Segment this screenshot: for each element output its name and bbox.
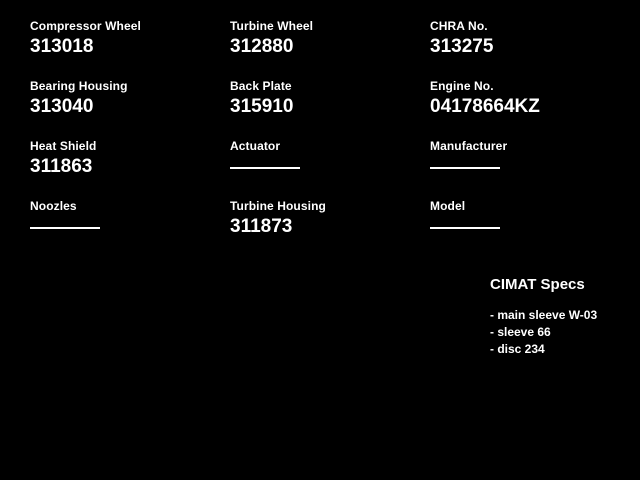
field-label: CHRA No. (430, 19, 488, 33)
field-value[interactable]: 313018 (30, 36, 94, 57)
field-value[interactable]: 313040 (30, 96, 94, 117)
field-blank-line[interactable] (430, 227, 500, 229)
field-value[interactable]: 311873 (230, 216, 293, 237)
field (30, 80, 230, 140)
field-label: Bearing Housing (30, 79, 128, 93)
field (430, 140, 630, 200)
field (430, 200, 630, 260)
field (430, 20, 630, 80)
spec-item: - main sleeve W-03 (490, 308, 598, 322)
field (30, 200, 230, 260)
field-label: Heat Shield (30, 139, 97, 153)
field-value[interactable]: 311863 (30, 156, 93, 177)
field-blank-line[interactable] (230, 167, 300, 169)
cimat-specs-title: CIMAT Specs (490, 276, 585, 293)
field-label: Turbine Housing (230, 199, 326, 213)
field-label: Turbine Wheel (230, 19, 314, 33)
field-blank-line[interactable] (30, 227, 100, 229)
field (30, 20, 230, 80)
field (230, 200, 430, 260)
field-value[interactable]: 315910 (230, 96, 294, 117)
field (230, 140, 430, 200)
field-value[interactable]: 312880 (230, 36, 294, 57)
field-value[interactable]: 04178664KZ (430, 96, 540, 117)
fields-grid (30, 20, 630, 260)
field-value[interactable]: 313275 (430, 36, 494, 57)
field-label: Noozles (30, 199, 77, 213)
cimat-specs-panel (490, 276, 597, 358)
field-label: Model (430, 199, 466, 213)
field-label: Actuator (230, 139, 281, 153)
spec-item: - sleeve 66 (490, 325, 551, 339)
field-label: Back Plate (230, 79, 292, 93)
field (30, 140, 230, 200)
field-label: Manufacturer (430, 139, 508, 153)
field (230, 20, 430, 80)
field (430, 80, 630, 140)
field (230, 80, 430, 140)
field-label: Engine No. (430, 79, 494, 93)
field-blank-line[interactable] (430, 167, 500, 169)
spec-item: - disc 234 (490, 342, 545, 356)
field-label: Compressor Wheel (30, 19, 141, 33)
